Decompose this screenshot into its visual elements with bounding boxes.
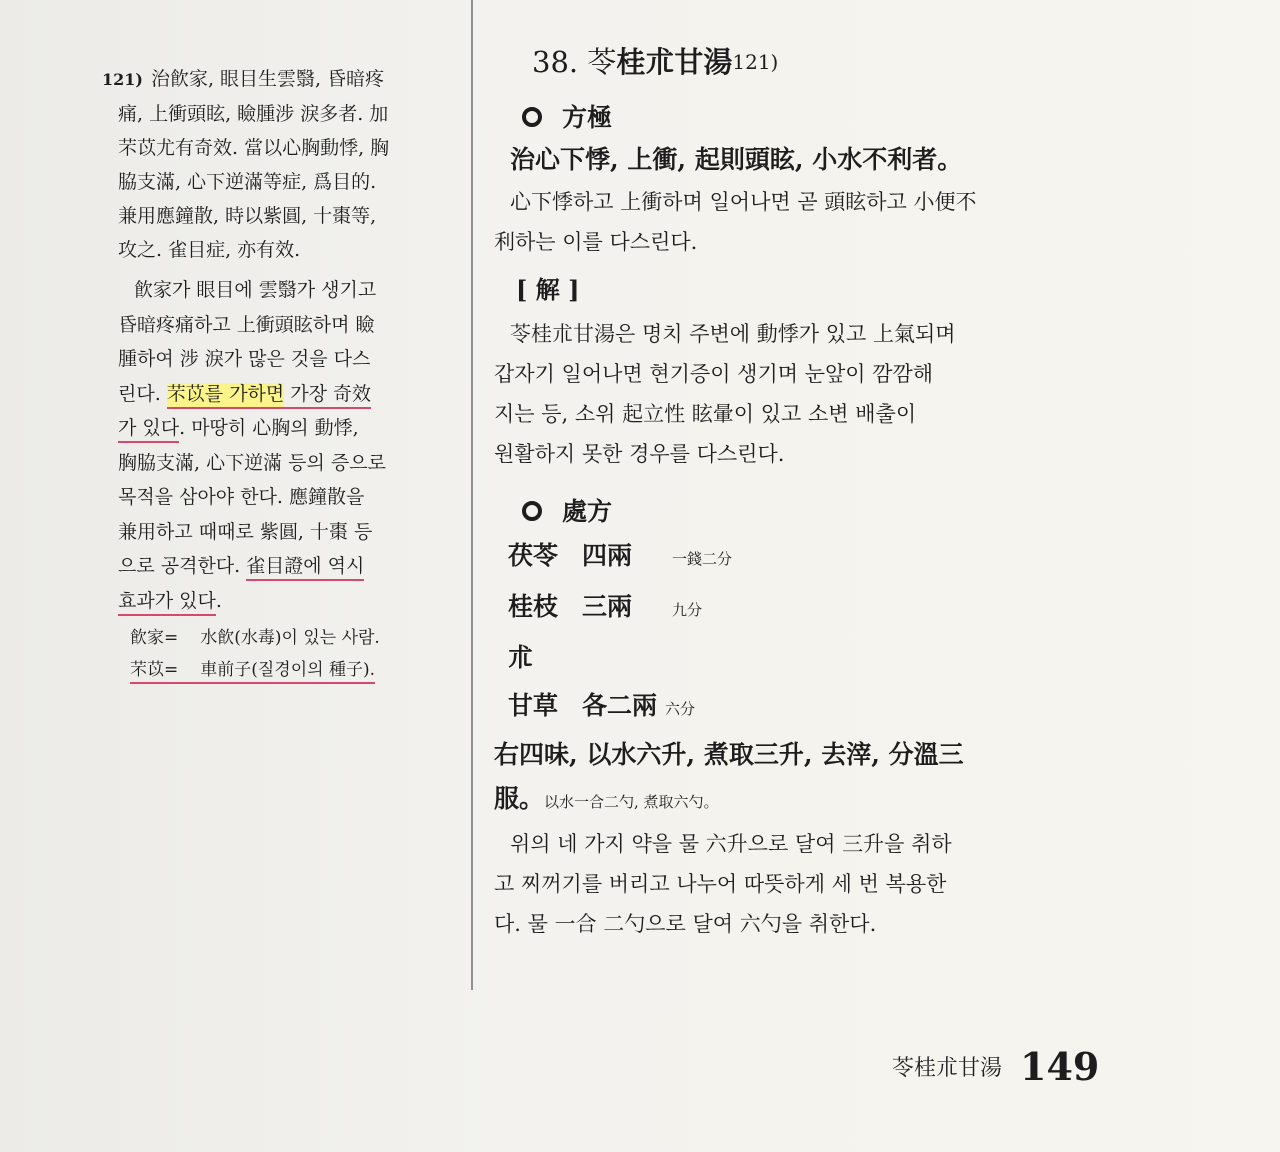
- translation-line: [102, 377, 458, 412]
- translation-text: 린다.: [118, 382, 167, 405]
- herb-amount: 各二兩: [582, 691, 658, 720]
- instruction-text: 服。: [494, 784, 545, 813]
- translation-text: . 마땅히 心胸의 動悸,: [179, 417, 359, 439]
- herb-amount: 三兩: [582, 592, 633, 621]
- explanation-line: 지는 등, 소위 起立性 眩暈이 있고 소변 배출이: [494, 402, 917, 426]
- translation-text: 으로 공격한다.: [118, 555, 247, 577]
- herb-name: 茯苓: [508, 541, 559, 570]
- underlined-text: 가 있다: [118, 417, 179, 443]
- footnote-reference: 121): [732, 50, 779, 74]
- highlighted-text: 芣苡를 가하면: [167, 383, 284, 409]
- entry-title-prefix: 苓: [587, 45, 617, 79]
- herb-modern-amount: 一錢二分: [672, 550, 733, 568]
- footnote-column: [102, 62, 458, 686]
- gloss-term: 芣苡= 車前子(질경이의 種子).: [130, 660, 375, 684]
- footnote-text-line: 攻之. 雀目症, 亦有效.: [118, 239, 301, 261]
- circle-bullet-icon: [522, 107, 542, 127]
- herb-row: [508, 583, 1124, 634]
- footnote-first-line: [102, 62, 458, 97]
- gloss-definition: 水飮(水毒)이 있는 사람.: [200, 628, 380, 648]
- instruction-note: 以水一合二勺, 煮取六勺。: [544, 793, 719, 811]
- indication-translation-line: 利하는 이를 다스린다.: [494, 230, 698, 254]
- underlined-text: 효과가 있다: [118, 590, 216, 616]
- underlined-text: 가장 奇效: [284, 383, 371, 409]
- explanation-heading: [ 解 ]: [516, 275, 580, 304]
- instruction-translation-line: 위의 네 가지 약을 물 六升으로 달여 三升을 취하: [510, 832, 952, 856]
- herb-amount: 四兩: [582, 541, 633, 570]
- herb-row: [508, 682, 1124, 733]
- herb-row: [508, 532, 1124, 583]
- explanation-line: 苓桂朮甘湯은 명치 주변에 動悸가 있고 上氣되며: [510, 322, 956, 346]
- translation-line: [102, 411, 458, 446]
- footnote-text-line: 治飮家, 眼目生雲翳, 昏暗疼: [150, 68, 385, 90]
- herb-name: 朮: [508, 643, 534, 672]
- translation-line: [102, 584, 458, 619]
- column-divider: [471, 0, 473, 990]
- herb-name: 甘草: [508, 691, 559, 720]
- translation-line: [102, 549, 458, 584]
- section-heading: 方極: [522, 98, 1124, 138]
- instruction-line: 右四味, 以水六升, 煮取三升, 去滓, 分溫三: [494, 740, 964, 769]
- footnote-text-line: 痛, 上衝頭眩, 瞼腫涉 淚多者. 加: [118, 103, 389, 125]
- instruction-translation-line: 고 찌꺼기를 버리고 나누어 따뜻하게 세 번 복용한: [494, 872, 947, 896]
- footnote-text-line: 芣苡尤有奇效. 當以心胸動悸, 胸: [118, 137, 390, 159]
- translation-line: 昏暗疼痛하고 上衝頭眩하며 瞼: [118, 313, 375, 336]
- indication-text: 治心下悸, 上衝, 起則頭眩, 小水不利者。: [510, 145, 963, 174]
- herb-modern-amount: 九分: [672, 601, 703, 619]
- entry-title-name: 桂朮甘湯: [616, 45, 733, 79]
- gloss-line: [102, 622, 458, 654]
- section-heading: 處方: [522, 492, 1124, 532]
- translation-line: 목적을 삼아야 한다. 應鐘散을: [118, 486, 365, 508]
- indication-translation-line: 心下悸하고 上衝하며 일어나면 곧 頭眩하고 小便不: [510, 190, 977, 214]
- herb-name: 桂枝: [508, 592, 559, 621]
- translation-line: 腫하여 涉 淚가 많은 것을 다스: [118, 348, 371, 370]
- entry-title: [532, 40, 1124, 84]
- herb-row: [508, 634, 1124, 682]
- circle-bullet-icon: [522, 501, 542, 521]
- main-column: [494, 40, 1124, 944]
- running-title: 苓桂朮甘湯: [892, 1056, 1003, 1081]
- footnote-number: 121): [102, 70, 143, 89]
- translation-line: 胸脇支滿, 心下逆滿 등의 증으로: [118, 451, 386, 474]
- translation-line: 兼用하고 때때로 紫圓, 十棗 등: [118, 520, 373, 543]
- gloss-term: 飮家=: [130, 628, 179, 648]
- gloss-line: [102, 654, 458, 686]
- footnote-text-line: 脇支滿, 心下逆滿等症, 爲目的.: [118, 171, 377, 193]
- explanation-line: 갑자기 일어나면 현기증이 생기며 눈앞이 깜깜해: [494, 362, 934, 386]
- instruction-line: [494, 777, 1124, 824]
- page-footer: [892, 1044, 1099, 1089]
- footnote-text-line: 兼用應鐘散, 時以紫圓, 十棗等,: [118, 205, 377, 227]
- entry-number: 38.: [532, 45, 579, 79]
- translation-line: 飮家가 眼目에 雲翳가 생기고: [134, 279, 377, 301]
- page-number: 149: [1020, 1044, 1100, 1089]
- herb-modern-amount: 六分: [665, 700, 696, 718]
- instruction-translation-line: 다. 물 一合 二勺으로 달여 六勺을 취한다.: [494, 912, 877, 936]
- underlined-text: 雀目證에 역시: [246, 555, 364, 581]
- explanation-line: 원활하지 못한 경우를 다스린다.: [494, 442, 785, 466]
- translation-text: .: [215, 589, 222, 612]
